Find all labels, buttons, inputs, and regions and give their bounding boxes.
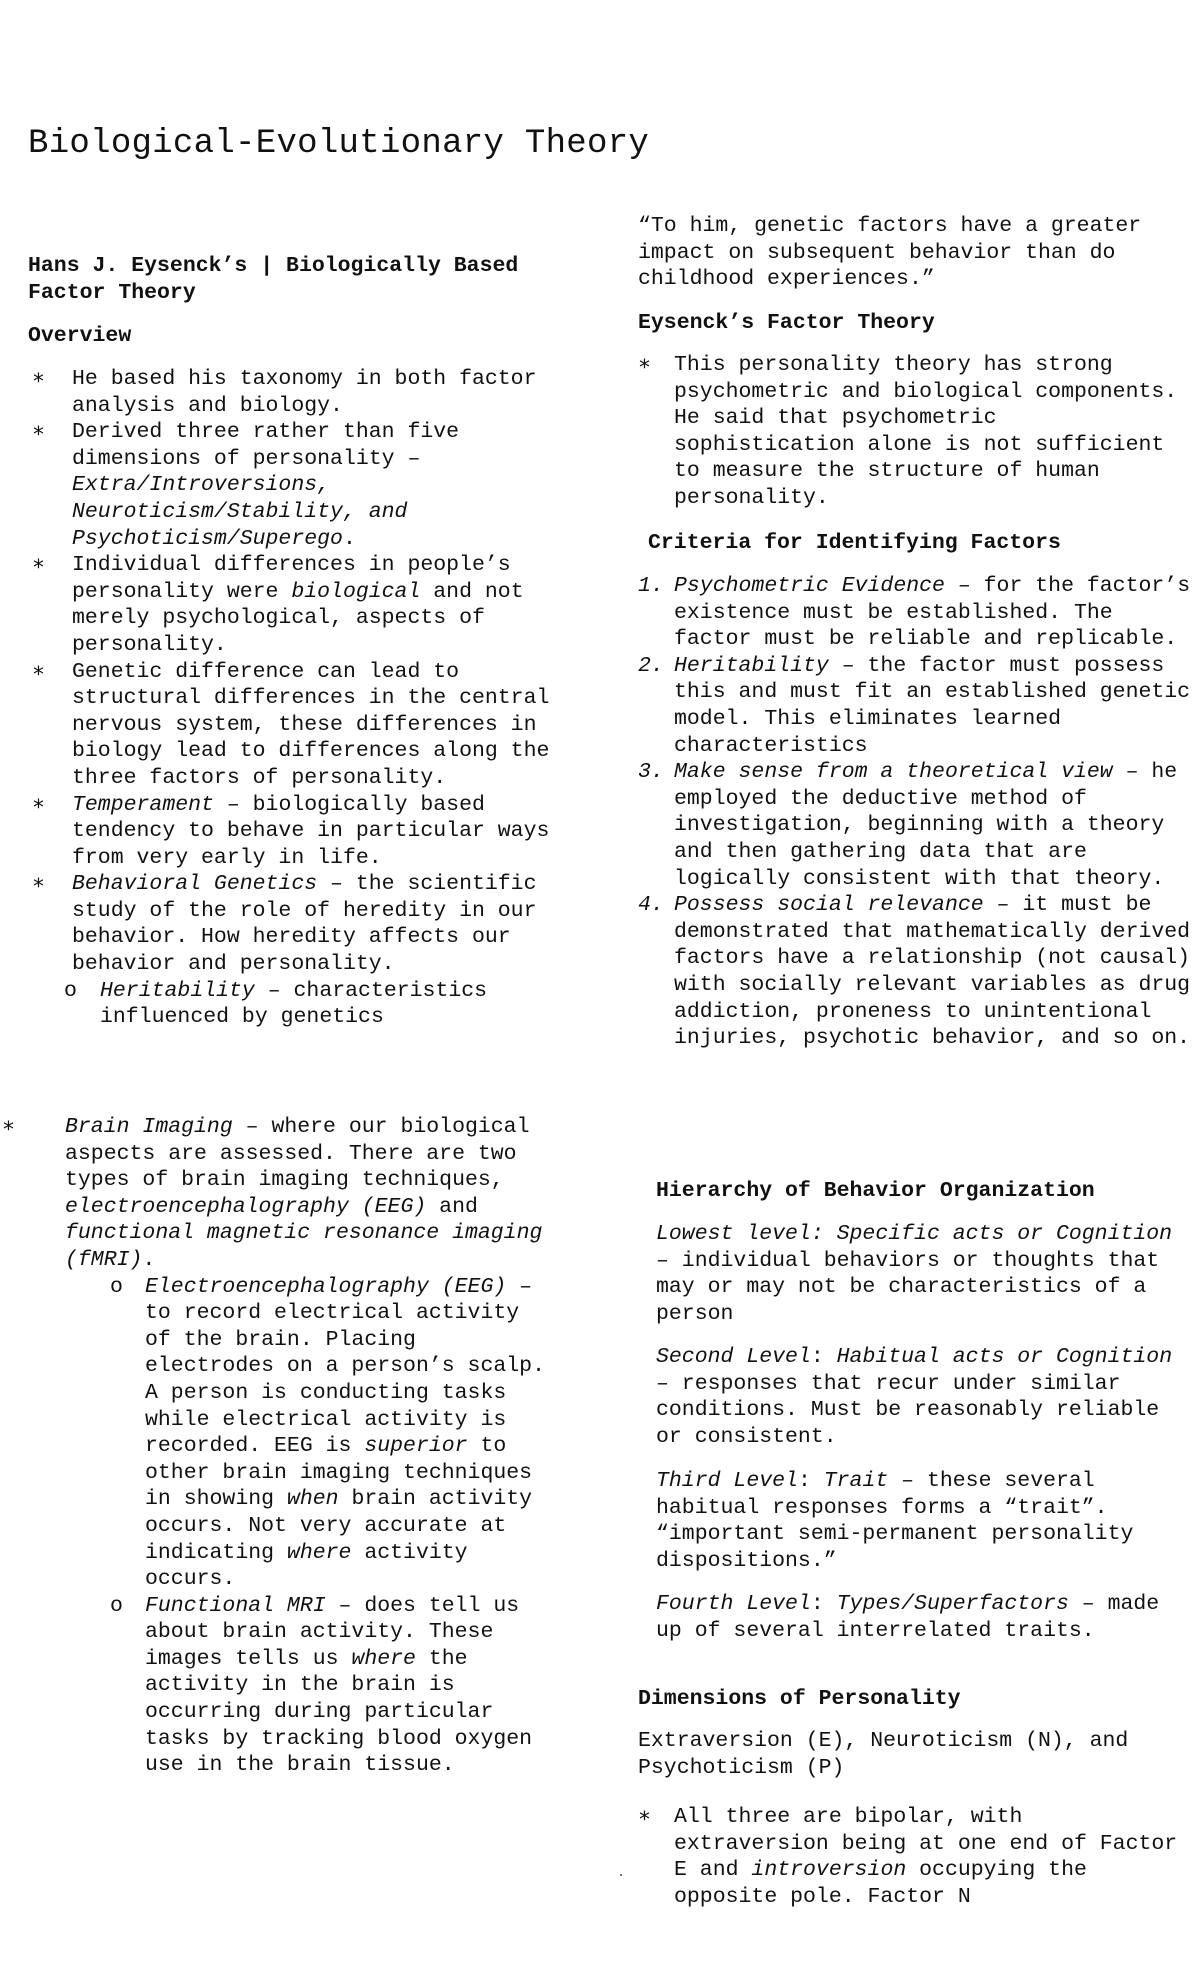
list-item (28, 871, 568, 977)
list-item-text: to other brain imaging techniques in showing (145, 1434, 533, 1512)
hierarchy-level-2 (656, 1344, 1190, 1450)
emphasis-text: Second Level (656, 1345, 811, 1369)
list-item-text: . (142, 1247, 156, 1272)
list-number: 3. (638, 760, 664, 785)
list-item-text: the activity in the brain is occurring during particular tasks by tracking blood oxygen use in the brain tissue. (145, 1646, 533, 1778)
emphasis-text: Temperament (72, 792, 214, 817)
list-item-text: Genetic difference can lead to structural differences in the central nervous system, these differences in biology lead to differences along the three factors of personality. (72, 659, 550, 790)
list-item-text: Derived three rather than five dimensions of personality – (72, 420, 460, 471)
dimensions-text: Extraversion (E), Neuroticism (N), and Psychoticism (P) (638, 1729, 1129, 1780)
list-item (0, 1114, 550, 1274)
list-item (638, 759, 1194, 892)
list-item-text: occupying the opposite pole. Factor N (674, 1858, 1087, 1909)
list-item-text: – the factor must possess this and must fit an established genetic model. This eliminates learned characteristics (674, 653, 1191, 758)
list-item-text: All three are bipolar, with extraversion being at one end of Factor E and (674, 1805, 1178, 1883)
sub-bullet-icon: o (110, 1274, 123, 1299)
emphasis-text: Types/Superfactors (836, 1592, 1069, 1616)
sub-list-item (0, 1274, 550, 1593)
emphasis-text: functional magnetic resonance imaging (fMRI) (65, 1221, 543, 1272)
bullet-icon: ∗ (2, 1115, 15, 1139)
list-item-text: – characteristics influenced by genetics (100, 978, 488, 1030)
list-item (28, 419, 568, 552)
bullet-icon: ∗ (32, 659, 45, 684)
paragraph-text: : (810, 1345, 837, 1369)
list-item-text: Individual differences in people’s personality were (72, 553, 511, 604)
emphasis-text: Brain Imaging (65, 1115, 233, 1139)
list-item (28, 366, 568, 419)
list-item-text: and not merely psychological, aspects of personality. (72, 579, 524, 657)
list-item-text: – it must be demonstrated that mathematically derived factors have a relationship (not causal) with socially relevant variables as drug addiction, proneness to unintentional injuries, psychotic behavior, and so on. (674, 893, 1191, 1051)
paragraph-text: : (797, 1469, 824, 1493)
bullet-icon: ∗ (32, 872, 45, 897)
list-item (638, 352, 1190, 512)
hierarchy-level-1 (656, 1221, 1190, 1327)
emphasis-text: Trait (823, 1469, 889, 1493)
criteria-list (638, 573, 1194, 1052)
quote-text: “To him, genetic factors have a greater impact on subsequent behavior than do childhood experiences.” (638, 214, 1142, 292)
emphasis-text: where (286, 1540, 352, 1565)
emphasis-text: Extra/Introversions, Neuroticism/Stability, and Psychoticism/Superego (72, 473, 408, 551)
bullet-icon: ∗ (32, 367, 45, 391)
emphasis-text: Habitual acts or Cognition (836, 1345, 1173, 1369)
emphasis-text: Lowest level: Specific acts or Cognition (656, 1222, 1173, 1246)
sub-list-item (0, 1593, 550, 1779)
paragraph-text: – responses that recur under similar conditions. Must be reasonably reliable or consistent. (656, 1371, 1160, 1449)
paragraph-text: : (810, 1592, 837, 1616)
emphasis-text: superior (364, 1434, 468, 1459)
emphasis-text: electroencephalography (EEG) (65, 1194, 427, 1219)
factor-theory-heading: Eysenck’s Factor Theory (638, 311, 935, 335)
paragraph-text: – made up of several interrelated traits. (656, 1592, 1160, 1643)
list-item-text: brain activity occurs. Not very accurate at indicating (145, 1487, 533, 1565)
list-item-text: – he employed the deductive method of investigation, beginning with a theory and then gathering data that are logically consistent with that theory. (674, 760, 1178, 891)
list-item-text: . (342, 526, 356, 551)
bullet-icon: ∗ (32, 420, 45, 445)
emphasis-text: Heritability (674, 653, 829, 678)
list-item-text: activity occurs. (145, 1540, 468, 1592)
emphasis-text: introversion (751, 1858, 907, 1883)
emphasis-text: Make sense from a theoretical view (674, 760, 1113, 785)
list-item (638, 653, 1194, 759)
list-item-text: – where our biological aspects are assessed. There are two types of brain imaging techniques, (65, 1115, 530, 1193)
dimensions-heading: Dimensions of Personality (638, 1687, 961, 1711)
sub-list-item (0, 978, 568, 1031)
list-item (28, 659, 568, 792)
emphasis-text: where (351, 1646, 416, 1671)
list-item (28, 552, 568, 658)
list-item-text: – the scientific study of the role of heredity in our behavior. How heredity affects our behavior and personality. (72, 872, 537, 977)
emphasis-text: Heritability (100, 978, 255, 1003)
stray-dot (620, 1874, 622, 1876)
emphasis-text: Electroencephalography (EEG) (145, 1274, 507, 1299)
dimensions-list (638, 1804, 1190, 1910)
page-title: Biological-Evolutionary Theory (28, 125, 650, 163)
sub-bullet-icon: o (64, 978, 77, 1003)
list-item-text: – biologically based tendency to behave in particular ways from very early in life. (72, 792, 550, 870)
emphasis-text: Third Level (656, 1469, 798, 1493)
emphasis-text: Psychometric Evidence (674, 574, 945, 598)
emphasis-text: Functional MRI (145, 1593, 326, 1618)
list-item-text: This personality theory has strong psychometric and biological components. He said that psychometric sophistication alone is not sufficient to measure the structure of human personality. (674, 353, 1178, 510)
paragraph-text: – these several habitual responses forms a “trait”. “important semi-permanent personality dispositions.” (656, 1469, 1134, 1573)
emphasis-text: biological (291, 579, 421, 604)
brain-imaging-list (0, 1114, 550, 1779)
emphasis-text: Behavioral Genetics (72, 872, 318, 897)
list-number: 1. (638, 574, 664, 598)
list-item (28, 792, 568, 872)
sub-bullet-icon: o (110, 1593, 123, 1618)
list-item (638, 892, 1194, 1052)
criteria-heading: Criteria for Identifying Factors (648, 531, 1061, 555)
list-item-text: He based his taxonomy in both factor analysis and biology. (72, 367, 537, 418)
hierarchy-level-4 (656, 1591, 1190, 1644)
overview-list (28, 366, 568, 1031)
list-item-text: – for the factor’s existence must be established. The factor must be reliable and replicable. (674, 574, 1191, 652)
bullet-icon: ∗ (638, 353, 651, 377)
list-item-text: – to record electrical activity of the brain. Placing electrodes on a person’s scalp. A person is conducting tasks while electrical activity is recorded. EEG is (145, 1274, 545, 1459)
emphasis-text: Possess social relevance (674, 893, 984, 918)
list-item (638, 573, 1194, 653)
bullet-icon: ∗ (32, 553, 45, 578)
list-item (638, 1804, 1190, 1910)
bullet-icon: ∗ (32, 792, 45, 817)
list-number: 4. (638, 893, 664, 918)
bullet-icon: ∗ (638, 1805, 651, 1829)
paragraph-text: – individual behaviors or thoughts that may or may not be characteristics of a person (656, 1248, 1160, 1326)
hierarchy-level-3 (656, 1468, 1190, 1574)
list-number: 2. (638, 653, 664, 678)
hierarchy-heading: Hierarchy of Behavior Organization (656, 1179, 1095, 1203)
list-item-text: and (426, 1194, 478, 1219)
section-heading-eysenck: Hans J. Eysenck’s | Biologically Based Factor Theory (28, 254, 519, 305)
emphasis-text: when (286, 1487, 339, 1512)
list-item-text: – does tell us about brain activity. These images tells us (145, 1593, 520, 1671)
emphasis-text: Fourth Level (656, 1592, 811, 1616)
factor-theory-list (638, 352, 1190, 512)
overview-heading: Overview (28, 324, 132, 348)
